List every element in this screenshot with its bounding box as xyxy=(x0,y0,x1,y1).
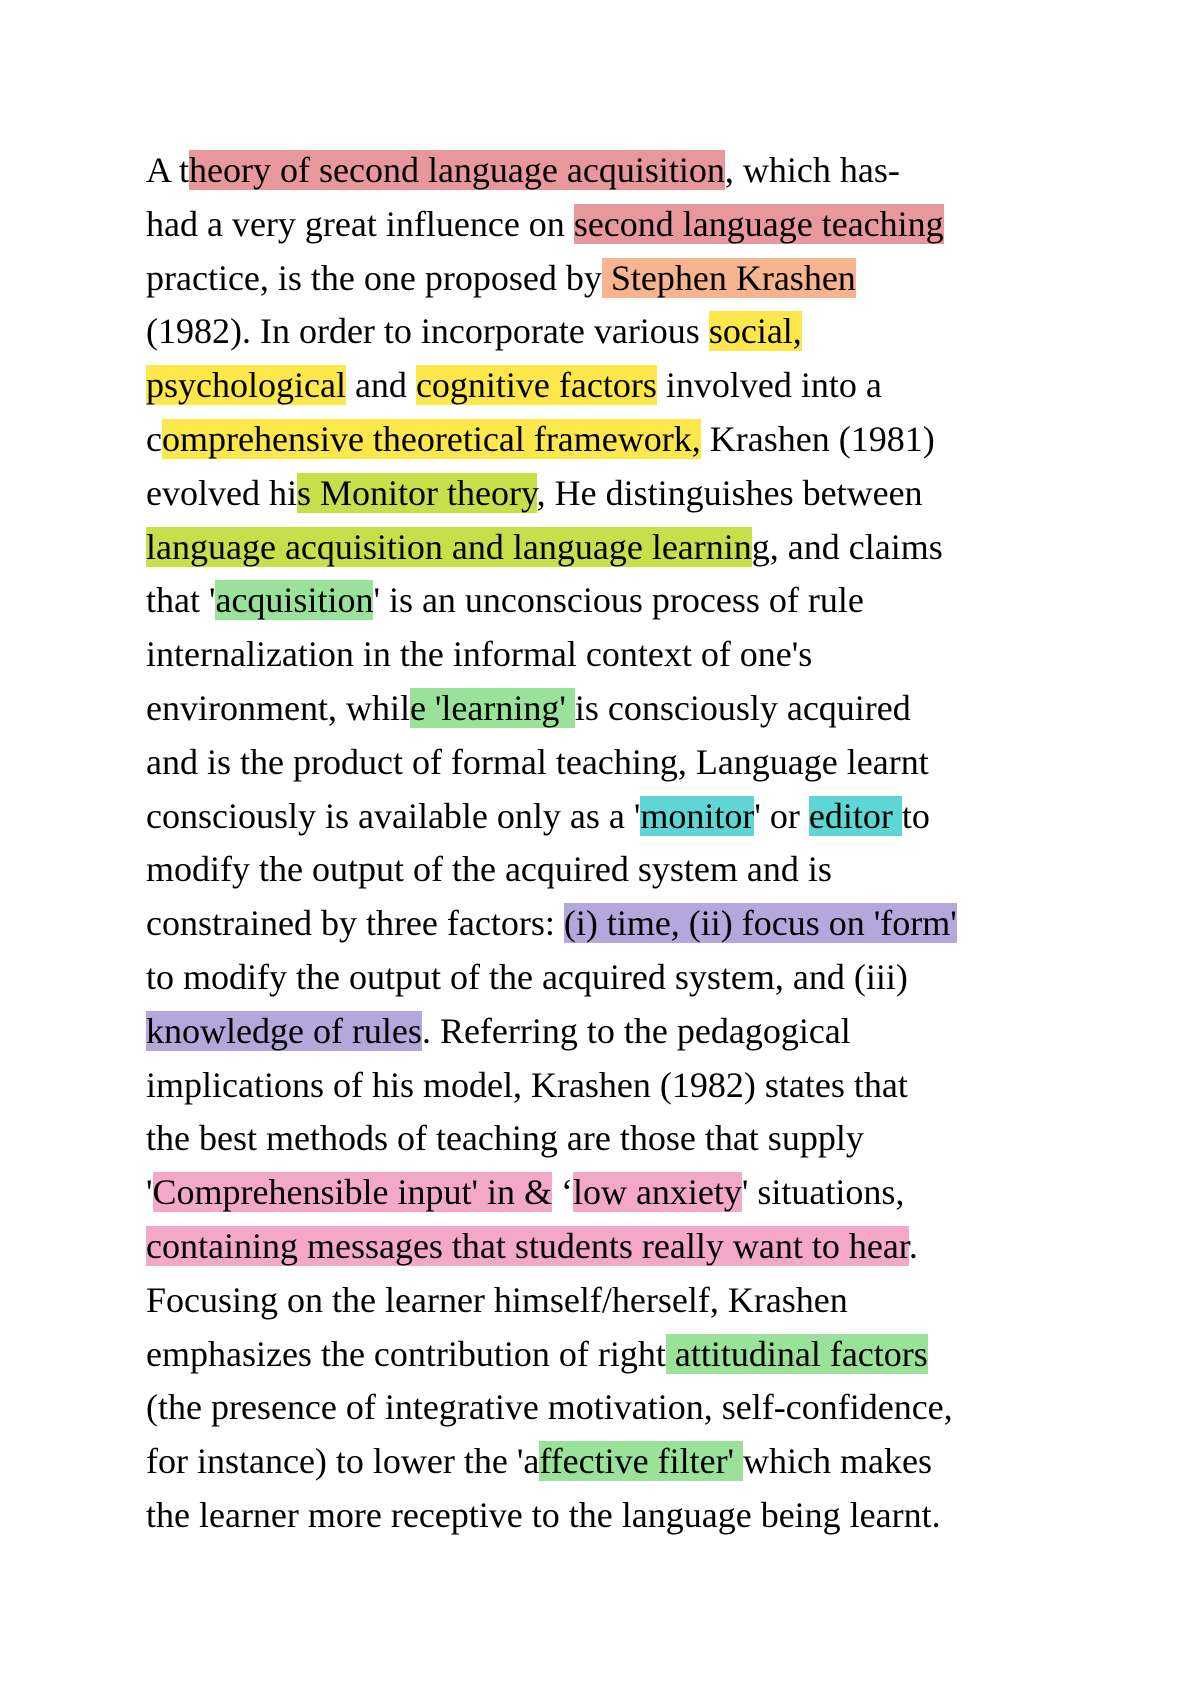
text-line xyxy=(146,1435,1106,1489)
highlight-purple: knowledge of rules xyxy=(146,1010,422,1051)
text-line xyxy=(146,790,1106,844)
highlight-lime: s Monitor theory xyxy=(296,472,537,513)
highlight-pink: low anxiety xyxy=(572,1172,742,1213)
text-line xyxy=(146,843,1106,897)
text-run: modify the output of the acquired system and is xyxy=(146,849,832,890)
text-run: c xyxy=(146,418,162,459)
text-line xyxy=(146,682,1106,736)
text-run: environment, whil xyxy=(146,687,410,728)
text-line xyxy=(146,1005,1106,1059)
text-run: consciously is available only as a ' xyxy=(146,795,641,836)
text-run: to modify the output of the acquired system, and (iii) xyxy=(146,956,908,997)
text-run: (1982). In order to incorporate various xyxy=(146,311,709,352)
text-run: and xyxy=(345,365,416,406)
text-line xyxy=(146,467,1106,521)
text-run: is consciously acquired xyxy=(574,687,911,728)
text-run: practice, is the one proposed by xyxy=(146,257,602,298)
text-run: had a very great influence on xyxy=(146,203,574,244)
text-line xyxy=(146,1112,1106,1166)
text-run: ' situations, xyxy=(741,1172,905,1213)
text-run: , He distinguishes between xyxy=(536,472,923,513)
highlight-green: ffective filter' xyxy=(539,1441,744,1482)
text-run: the learner more receptive to the language being learnt. xyxy=(146,1494,941,1535)
text-run: to xyxy=(901,795,930,836)
highlight-orange: Stephen Krashen xyxy=(601,257,856,298)
text-line xyxy=(146,413,1106,467)
highlighted-paragraph xyxy=(146,144,1106,1543)
text-line xyxy=(146,736,1106,790)
highlight-pink: containing messages that students really want to hear xyxy=(146,1225,909,1266)
highlight-red: heory of second language acquisition xyxy=(189,150,725,190)
text-run: ' is an unconscious process of rule xyxy=(373,580,864,621)
text-run: for instance) to lower the 'a xyxy=(146,1441,540,1482)
highlight-pink: Comprehensible input' in & xyxy=(152,1172,552,1213)
text-line xyxy=(146,897,1106,951)
text-line xyxy=(146,359,1106,413)
text-line xyxy=(146,198,1106,252)
highlight-cyan: monitor xyxy=(640,795,755,836)
highlight-green: acquisition xyxy=(215,580,374,621)
text-run: , which has- xyxy=(724,150,900,190)
text-run: internalization in the informal context of one's xyxy=(146,634,813,675)
highlight-yellow: omprehensive theoretical framework, xyxy=(161,418,701,459)
text-run: ' or xyxy=(754,795,809,836)
text-line xyxy=(146,1059,1106,1113)
highlight-red: second language teaching xyxy=(573,203,944,244)
text-run: (the presence of integrative motivation, self-confidence, xyxy=(146,1387,953,1428)
highlight-lime: language acquisition and language learnin xyxy=(146,526,752,567)
text-line xyxy=(146,521,1106,575)
text-run: involved into a xyxy=(656,365,882,406)
text-run: evolved hi xyxy=(146,472,297,513)
text-line xyxy=(146,1220,1106,1274)
text-run: which makes xyxy=(743,1441,932,1482)
highlight-green: attitudinal factors xyxy=(665,1333,928,1374)
highlight-yellow: cognitive factors xyxy=(415,365,657,406)
text-run: the best methods of teaching are those that supply xyxy=(146,1118,864,1159)
text-line xyxy=(146,252,1106,306)
text-run: g, and claims xyxy=(751,526,943,567)
highlight-yellow: psychological xyxy=(146,365,346,406)
text-line xyxy=(146,1274,1106,1328)
text-run: A t xyxy=(146,150,190,190)
text-line xyxy=(146,628,1106,682)
text-run: ' xyxy=(146,1172,153,1213)
text-run: . xyxy=(908,1225,918,1266)
text-run: and is the product of formal teaching, Language learnt xyxy=(146,741,929,782)
highlight-green: e 'learning' xyxy=(409,687,575,728)
text-line xyxy=(146,305,1106,359)
text-line xyxy=(146,1381,1106,1435)
text-run: emphasizes the contribution of right xyxy=(146,1333,666,1374)
text-run: Krashen (1981) xyxy=(700,418,935,459)
text-line xyxy=(146,951,1106,1005)
text-run: Focusing on the learner himself/herself, Krashen xyxy=(146,1279,848,1320)
text-line xyxy=(146,1328,1106,1382)
text-line xyxy=(146,574,1106,628)
highlight-yellow: social, xyxy=(708,311,802,352)
highlight-cyan: editor xyxy=(808,795,902,836)
text-line xyxy=(146,1166,1106,1220)
text-run: . Referring to the pedagogical xyxy=(421,1010,851,1051)
highlight-purple: (i) time, (ii) focus on 'form' xyxy=(563,903,957,944)
text-run: ‘ xyxy=(551,1172,573,1213)
text-line xyxy=(146,1489,1106,1543)
text-run: constrained by three factors: xyxy=(146,903,564,944)
text-run: that ' xyxy=(146,580,216,621)
text-run: implications of his model, Krashen (1982) states that xyxy=(146,1064,908,1105)
text-line xyxy=(146,144,1106,198)
